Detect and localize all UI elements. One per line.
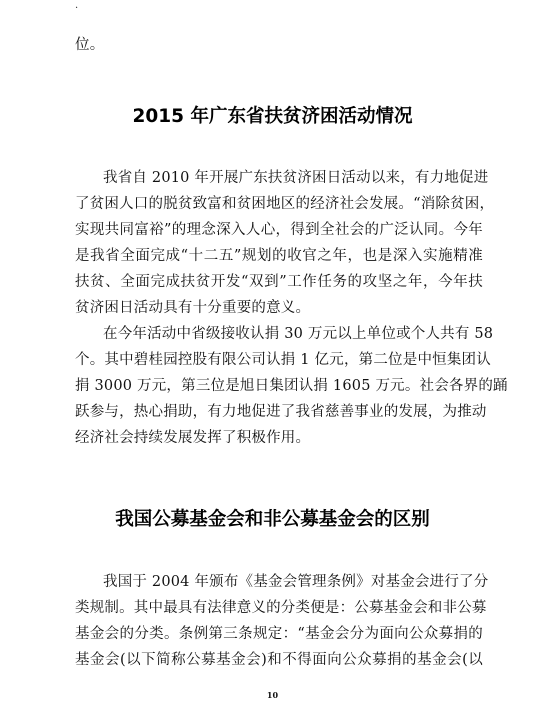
text-line: 我国于 2004 年颁布《基金会管理条例》对基金会进行了分 [103,574,489,590]
section-heading-foundations: 我国公募基金会和非公募基金会的区别 [115,509,430,530]
text-line: 捐 3000 万元，第三位是旭日集团认捐 1605 万元。社会各界的踊 [75,378,508,394]
section-heading-guangdong: 2015 年广东省扶贫济困活动情况 [132,106,413,127]
text-line: 经济社会持续发展发挥了积极作用。 [75,430,311,446]
text-line: 类规制。其中最具有法律意义的分类便是：公募基金会和非公募 [75,600,487,616]
text-line: 在今年活动中省级接收认捐 30 万元以上单位或个人共有 58 [103,326,494,342]
text-line: 了贫困人口的脱贫致富和贫困地区的经济社会发展。“消除贫困， [75,196,495,212]
text-line: 个。其中碧桂园控股有限公司认捐 1 亿元，第二位是中恒集团认 [75,352,491,368]
text-line: 基金会的分类。条例第三条规定：“基金会分为面向公众募捐的 [75,626,483,642]
text-line: 贫济困日活动具有十分重要的意义。 [75,300,311,316]
page-number: 10 [266,690,279,700]
text-line: 实现共同富裕”的理念深入人心，得到全社会的广泛认同。今年 [75,222,483,238]
text-line: 是我省全面完成“十二五”规划的收官之年，也是深入实施精准 [75,248,483,264]
text-line: 跃参与，热心捐助，有力地促进了我省慈善事业的发展，为推动 [75,404,487,420]
text-line: 我省自 2010 年开展广东扶贫济困日活动以来，有力地促进 [103,170,489,186]
text-line: 扶贫、全面完成扶贫开发“双到”工作任务的攻坚之年，今年扶 [75,274,483,290]
text-line: 位。 [75,37,105,53]
text-line: 基金会(以下简称公募基金会)和不得面向公众募捐的基金会(以 [75,652,483,668]
top-mark: · [75,3,79,14]
